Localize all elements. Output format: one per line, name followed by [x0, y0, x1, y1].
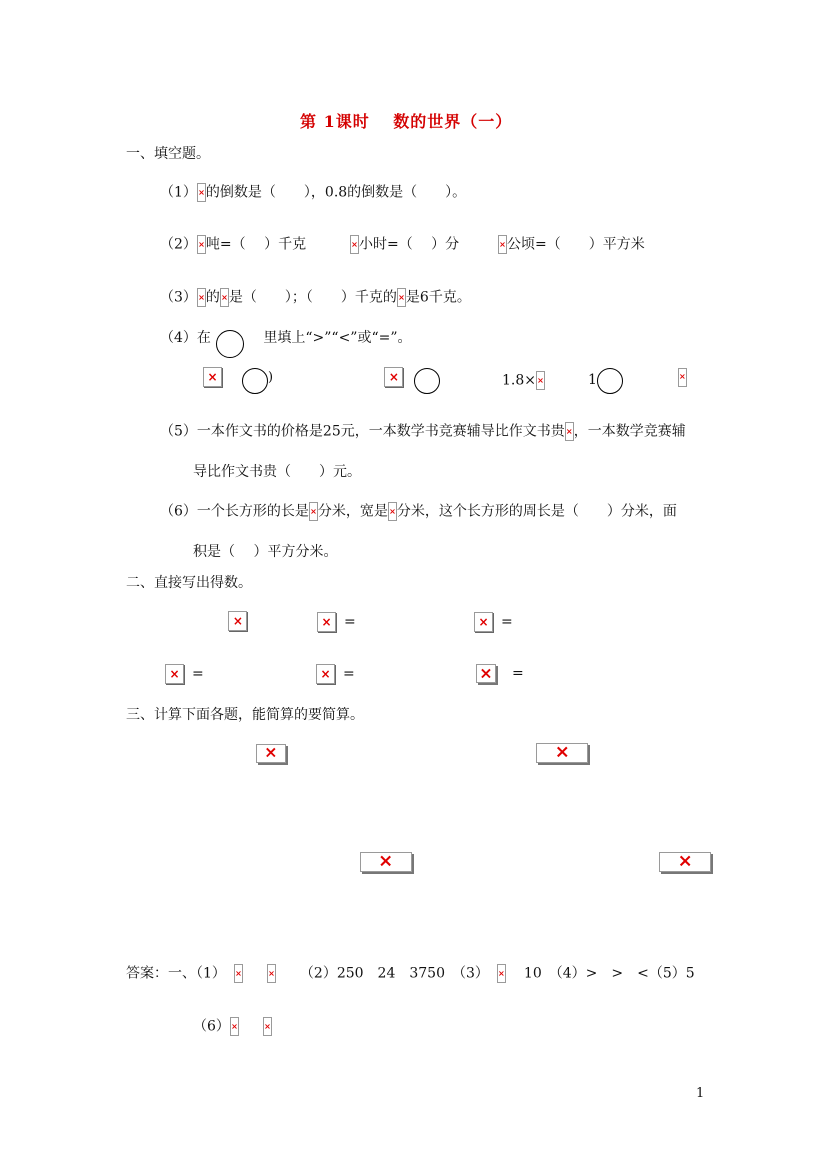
question-1-text: 的倒数是（ ），0.8的倒数是（ ）。 — [205, 184, 467, 201]
question-3-text-2: 是（ ）；（ ）千克的 — [228, 289, 397, 306]
question-2 — [160, 235, 306, 254]
broken-image-icon — [230, 1017, 239, 1036]
page-number: 1 — [696, 1086, 705, 1101]
broken-image-icon — [388, 502, 397, 521]
question-4-expr — [502, 371, 545, 390]
page-title: 第 1课时 数的世界（一） — [300, 112, 513, 131]
broken-image-icon — [360, 852, 412, 872]
question-4 — [160, 329, 412, 347]
question-6-text-3: 分米，这个长方形的周长是（ ）分米，面 — [396, 503, 677, 520]
broken-image-icon — [234, 964, 243, 983]
answer-circle — [414, 368, 440, 394]
question-3-text-3: 是6千克。 — [405, 289, 471, 306]
broken-image-icon — [678, 368, 687, 387]
answers-text-3: 10 （4）> > <（5）5 — [523, 965, 695, 982]
broken-image-icon — [228, 611, 247, 631]
broken-image-icon — [203, 367, 222, 387]
broken-image-icon — [197, 288, 206, 307]
question-5-text-1: （5）一本作文书的价格是25元，一本数学书竞赛辅导比作文书贵 — [160, 423, 565, 440]
question-2-part-2 — [350, 235, 459, 254]
broken-image-icon — [536, 743, 588, 763]
answer-circle — [216, 330, 244, 358]
question-2-text-2: 小时=（ ）分 — [359, 236, 460, 253]
question-5-text-2: ，一本数学竞赛辅 — [573, 423, 686, 440]
equation-row-2-3 — [476, 664, 524, 683]
question-1-label: （1） — [160, 184, 197, 201]
question-6-text-1: （6）一个长方形的长是 — [160, 503, 309, 520]
answer-circle — [242, 368, 268, 394]
question-5-line-2: 导比作文书贵（ ）元。 — [193, 464, 361, 480]
question-4-expr-2 — [588, 371, 597, 389]
equation-row-2-2 — [316, 664, 355, 684]
broken-image-icon — [316, 664, 335, 684]
equals-sign: = — [512, 665, 524, 682]
question-6-line-1 — [160, 502, 677, 521]
answers-line-2 — [193, 1017, 272, 1036]
question-1 — [160, 183, 466, 202]
question-5-line-1 — [160, 422, 686, 441]
equals-sign: = — [343, 666, 355, 682]
broken-image-icon — [659, 852, 711, 872]
section-1-heading: 一、填空题。 — [126, 146, 210, 162]
broken-image-icon — [476, 664, 496, 683]
broken-image-icon — [165, 664, 184, 684]
equals-sign: = — [344, 614, 356, 630]
equation-row-1-2 — [317, 612, 356, 632]
equation-row-1-3 — [474, 612, 513, 632]
question-4-label: （4）在 — [160, 330, 211, 346]
answer-circle — [597, 368, 623, 394]
question-2-text-3: 公顷=（ ）平方米 — [507, 236, 645, 253]
question-6-line-2: 积是（ ）平方分米。 — [193, 544, 338, 560]
broken-image-icon — [220, 288, 229, 307]
broken-image-icon — [317, 612, 336, 632]
equals-sign: = — [192, 666, 204, 682]
bracket-fragment: ) — [268, 370, 274, 385]
section-3-heading: 三、计算下面各题，能简算的要简算。 — [126, 707, 364, 723]
broken-image-icon — [256, 744, 286, 763]
question-3-label: （3） — [160, 289, 197, 306]
broken-image-icon — [536, 371, 545, 390]
question-4-text: 里填上“>”“<”或“=”。 — [263, 330, 412, 346]
broken-image-icon — [197, 235, 206, 254]
question-4-expr-text: 1.8× — [502, 372, 536, 389]
section-2-heading: 二、直接写出得数。 — [126, 575, 252, 591]
broken-image-icon — [384, 367, 403, 387]
question-2-label: （2） — [160, 236, 197, 253]
broken-image-icon — [350, 235, 359, 254]
question-4-expr-2-text: 1 — [588, 372, 597, 388]
answers-line-1 — [126, 964, 695, 983]
question-3-text-1: 的 — [205, 289, 220, 306]
broken-image-icon — [498, 235, 507, 254]
broken-image-icon — [197, 183, 206, 202]
answers-text-1: 答案：一、（1） — [126, 965, 226, 982]
broken-image-icon — [397, 288, 406, 307]
broken-image-icon — [565, 422, 574, 441]
question-2-part-3 — [498, 235, 645, 254]
equation-row-2-1 — [165, 664, 204, 684]
broken-image-icon — [263, 1017, 272, 1036]
answers-text-2: （2）250 24 3750 （3） — [299, 965, 489, 982]
equals-sign: = — [501, 614, 513, 630]
broken-image-icon — [309, 502, 318, 521]
broken-image-icon — [497, 964, 506, 983]
question-3 — [160, 288, 471, 307]
broken-image-icon — [474, 612, 493, 632]
broken-image-icon — [267, 964, 276, 983]
question-6-text-2: 分米，宽是 — [317, 503, 388, 520]
answers-text-4: （6） — [193, 1018, 230, 1035]
question-2-text-1: 吨=（ ）千克 — [205, 236, 307, 253]
